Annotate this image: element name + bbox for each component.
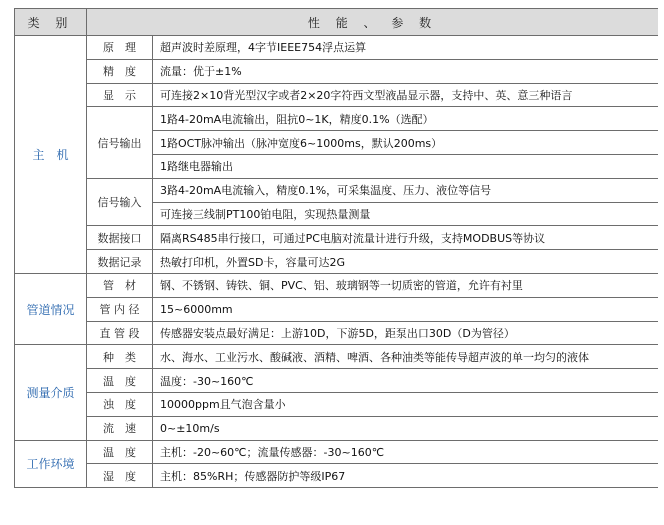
spec-value: 15~6000mm bbox=[153, 297, 659, 321]
spec-value: 超声波时差原理，4字节IEEE754浮点运算 bbox=[153, 36, 659, 60]
spec-value: 可连接三线制PT100铂电阻，实现热量测量 bbox=[153, 202, 659, 226]
spec-value: 流量：优于±1% bbox=[153, 59, 659, 83]
spec-value: 主机：-20~60℃；流量传感器：-30~160℃ bbox=[153, 440, 659, 464]
spec-value: 1路继电器输出 bbox=[153, 154, 659, 178]
spec-value: 隔离RS485串行接口，可通过PC电脑对流量计进行升级，支持MODBUS等协议 bbox=[153, 226, 659, 250]
table-row bbox=[15, 345, 659, 369]
table-row bbox=[15, 273, 659, 297]
spec-value: 1路OCT脉冲输出（脉冲宽度6~1000ms，默认200ms） bbox=[153, 131, 659, 155]
spec-table-container bbox=[14, 8, 658, 525]
spec-value: 传感器安装点最好满足：上游10D，下游5D，距泵出口30D（D为管径） bbox=[153, 321, 659, 345]
subcategory-label: 流 速 bbox=[87, 416, 153, 440]
subcategory-label: 温 度 bbox=[87, 440, 153, 464]
table-row bbox=[15, 297, 659, 321]
table-row bbox=[15, 369, 659, 393]
subcategory-label: 温 度 bbox=[87, 369, 153, 393]
table-row bbox=[15, 107, 659, 131]
spec-value: 1路4-20mA电流输出，阻抗0~1K，精度0.1%（选配） bbox=[153, 107, 659, 131]
subcategory-label: 湿 度 bbox=[87, 464, 153, 488]
category-environment: 工作环境 bbox=[15, 440, 87, 488]
table-row bbox=[15, 416, 659, 440]
subcategory-label: 浊 度 bbox=[87, 392, 153, 416]
table-row bbox=[15, 321, 659, 345]
subcategory-label: 显 示 bbox=[87, 83, 153, 107]
table-row bbox=[15, 178, 659, 202]
spec-value: 热敏打印机，外置SD卡，容量可达2G bbox=[153, 250, 659, 274]
spec-value: 钢、不锈钢、铸铁、铜、PVC、铝、玻璃钢等一切质密的管道，允许有衬里 bbox=[153, 273, 659, 297]
header-category: 类 别 bbox=[15, 9, 87, 36]
subcategory-label: 信号输出 bbox=[87, 107, 153, 178]
subcategory-label: 管 内 径 bbox=[87, 297, 153, 321]
spec-value: 10000ppm且气泡含量小 bbox=[153, 392, 659, 416]
spec-value: 主机：85%RH；传感器防护等级IP67 bbox=[153, 464, 659, 488]
subcategory-label: 种 类 bbox=[87, 345, 153, 369]
subcategory-label: 数据接口 bbox=[87, 226, 153, 250]
table-row bbox=[15, 250, 659, 274]
spec-value: 水、海水、工业污水、酸碱液、酒精、啤酒、各种油类等能传导超声波的单一均匀的液体 bbox=[153, 345, 659, 369]
table-row bbox=[15, 226, 659, 250]
header-performance: 性 能 、 参 数 bbox=[87, 9, 659, 36]
table-row bbox=[15, 464, 659, 488]
spec-value: 0~±10m/s bbox=[153, 416, 659, 440]
table-row bbox=[15, 392, 659, 416]
category-medium: 测量介质 bbox=[15, 345, 87, 440]
table-row bbox=[15, 36, 659, 60]
spec-table bbox=[14, 8, 658, 488]
table-row bbox=[15, 440, 659, 464]
category-host: 主 机 bbox=[15, 36, 87, 274]
spec-value: 可连接2×10背光型汉字或者2×20字符西文型液晶显示器，支持中、英、意三种语言 bbox=[153, 83, 659, 107]
header-row bbox=[15, 9, 659, 36]
subcategory-label: 数据记录 bbox=[87, 250, 153, 274]
subcategory-label: 原 理 bbox=[87, 36, 153, 60]
spec-value: 3路4-20mA电流输入，精度0.1%，可采集温度、压力、液位等信号 bbox=[153, 178, 659, 202]
table-row bbox=[15, 83, 659, 107]
subcategory-label: 精 度 bbox=[87, 59, 153, 83]
table-row bbox=[15, 59, 659, 83]
spec-value: 温度：-30~160℃ bbox=[153, 369, 659, 393]
category-pipe: 管道情况 bbox=[15, 273, 87, 344]
subcategory-label: 管 材 bbox=[87, 273, 153, 297]
subcategory-label: 直 管 段 bbox=[87, 321, 153, 345]
subcategory-label: 信号输入 bbox=[87, 178, 153, 226]
